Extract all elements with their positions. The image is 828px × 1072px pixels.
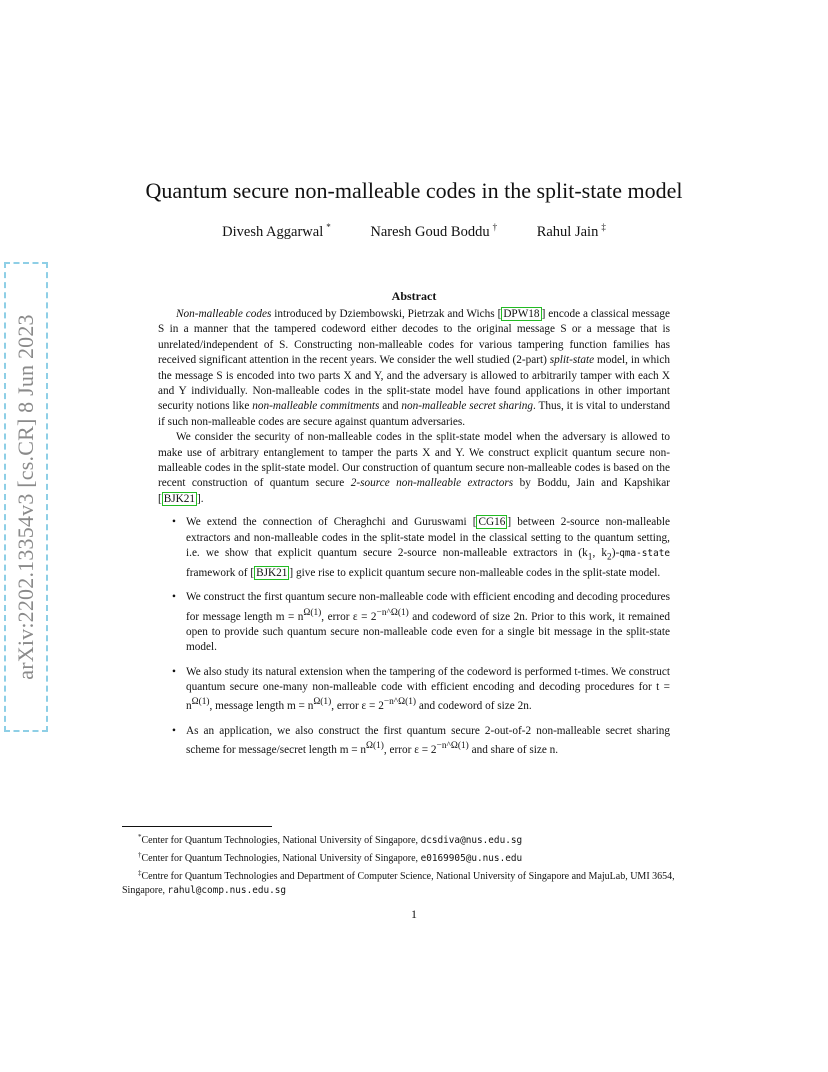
contribution-item-4: • As an application, we also construct the first quantum secure 2-out-of-2 non-malleable secret sharing scheme for message/secret length $m = n^{\Omega(1)}$, error $\varepsilon = 2^{-n\^{}\Omega(1)}$ and share of size n.	[186, 724, 670, 759]
footnotes	[122, 826, 706, 898]
contribution-item-3: • We also study its natural extension when the tampering of the codeword is performed t-times. We construct quantum secure one-many non-malleable code with efficient encoding and decoding procedures for $t = n^{\Omega(1)}$, message length $m = n^{\Omega(1)}$, error $\varepsilon = 2^{-n\^{}\Omega(1)}$ and codeword of size 2n.	[186, 665, 670, 715]
email-link[interactable]: rahul@comp.nus.edu.sg	[167, 885, 287, 896]
paper-title: Quantum secure non-malleable codes in the split-state model	[145, 178, 683, 203]
arxiv-sidebar-stamp	[4, 262, 48, 732]
footnote-2: †Center for Quantum Technologies, National University of Singapore, e0169905@u.nus.edu	[138, 851, 523, 864]
abstract-heading: Abstract	[391, 289, 437, 303]
abstract-paragraph-2: We consider the security of non-malleable codes in the split-state model when the adversary is allowed to make use of arbitrary entanglement to tamper the parts X and Y. We construct explicit quantum secure non-malleable codes in the split-state model. Our construction of quantum secure non-malleable codes is based on the recent construction of quantum secure 2-source non-malleable extractors by Boddu, Jain and Kapshikar [ BJK21 ].	[158, 431, 670, 505]
contribution-list	[158, 515, 670, 758]
citation-link-cg16[interactable]: CG16	[478, 516, 506, 529]
page-number: 1	[411, 907, 417, 921]
footnote-1: *Center for Quantum Technologies, National University of Singapore, dcsdiva@nus.edu.sg	[138, 833, 523, 846]
email-link[interactable]: e0169905@u.nus.edu	[420, 853, 523, 864]
contribution-item-1: • We extend the connection of Cheraghchi and Guruswami [ CG16 ] between 2-source non-malleable extractors and non-malleable codes in the split-state model in the classical setting to the quantum setting, i.e. we show that explicit quantum secure 2-source non-malleable extractors in ($k_1$, $k_2)-qma$-state framework of [ BJK21 ] give rise to explicit quantum secure non-malleable codes in the split-state model.	[186, 515, 670, 581]
citation-link-bjk21-2[interactable]: BJK21	[256, 566, 288, 579]
author-2: Naresh Goud Boddu †	[370, 222, 498, 240]
footnote-rule	[122, 826, 272, 827]
arxiv-identifier: arXiv:2202.13354v3 [cs.CR] 8 Jun 2023	[13, 314, 38, 680]
contribution-item-2: • We construct the first quantum secure non-malleable code with efficient encoding and decoding procedures for message length $m = n^{\Omega(1)}$, error $\varepsilon = 2^{-n\^{}\Omega(1)}$ and codeword of size 2n. Prior to this work, it remained open to provide such quantum secure non-malleable code even for a single bit message in the split-state model.	[186, 590, 670, 655]
author-list	[0, 222, 828, 241]
citation-link-bjk21[interactable]: BJK21	[163, 492, 196, 505]
abstract-body	[158, 307, 670, 767]
author-3: Rahul Jain ‡	[536, 222, 606, 240]
author-1: Divesh Aggarwal *	[222, 222, 331, 240]
email-link[interactable]: dcsdiva@nus.edu.sg	[420, 835, 523, 846]
abstract-paragraph-1: Non-malleable codes introduced by Dziembowski, Pietrzak and Wichs [ DPW18 ] encode a classical message S in a manner that the tampered codeword either decodes to the original message S or a message that is unrelated/independent of S. Constructing non-malleable codes for various tampering function families has received significant attention in the recent years. We consider the well studied (2-part) split-state model, in which the message S is encoded into two parts X and Y, and the adversary is allowed to arbitrarily tamper with each X and Y individually. Non-malleable codes in the split-state model have found applications in other important security notions like non-malleable commitments and non-malleable secret sharing. Thus, it is vital to understand if such non-malleable codes are secure against quantum adversaries.	[158, 308, 670, 428]
citation-link-dpw18[interactable]: DPW18	[503, 308, 540, 320]
footnote-3: ‡Centre for Quantum Technologies and Department of Computer Science, National University of Singapore and MajuLab, UMI 3654, Singapore, rahul@comp.nus.edu.sg	[122, 869, 675, 896]
